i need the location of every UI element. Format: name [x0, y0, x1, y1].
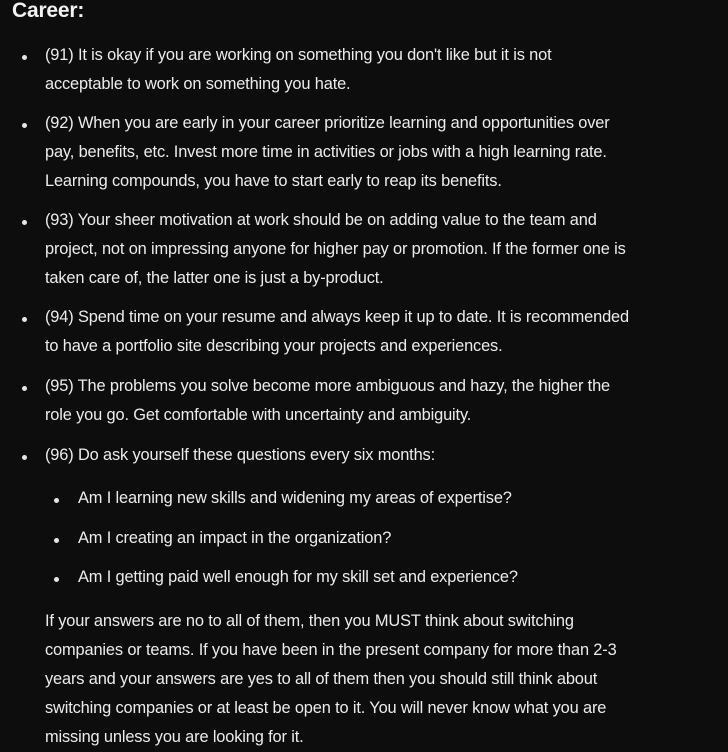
text-line: (95) The problems you solve become more ambiguous and hazy, the higher the: [45, 377, 611, 395]
text-line: (96) Do ask yourself these questions every six months:: [45, 446, 436, 464]
text-line: switching companies or at least be open to it. You will never know what you are: [45, 699, 607, 717]
sub-list-item-text: Am I learning new skills and widening my areas of expertise?: [78, 489, 512, 507]
bullet-icon: [22, 123, 27, 128]
text-line: taken care of, the latter one is just a by-product.: [45, 269, 384, 287]
list-item-text: [45, 303, 629, 361]
sub-list-item-text: Am I creating an impact in the organization?: [78, 529, 392, 547]
sub-list-item-text: Am I getting paid well enough for my skill set and experience?: [78, 568, 518, 586]
section-heading: Career:: [12, 0, 85, 22]
list-item-text: [45, 41, 551, 99]
bullet-icon: [22, 55, 27, 60]
list-item-text: [45, 372, 610, 430]
bullet-icon: [22, 386, 27, 391]
text-line: pay, benefits, etc. Invest more time in activities or jobs with a high learning rate.: [45, 143, 607, 161]
bullet-icon: [54, 538, 59, 543]
bullet-icon: [22, 455, 27, 460]
text-line: missing unless you are looking for it.: [45, 728, 304, 746]
text-line: companies or teams. If you have been in the present company for more than 2-3: [45, 641, 617, 659]
bullet-icon: [54, 498, 59, 503]
text-line: (91) It is okay if you are working on something you don't like but it is not: [45, 46, 552, 64]
list-item-text: [45, 109, 610, 196]
text-line: (93) Your sheer motivation at work should be on adding value to the team and: [45, 211, 597, 229]
bullet-icon: [22, 220, 27, 225]
paragraph-text: [45, 607, 617, 752]
text-line: to have a portfolio site describing your projects and experiences.: [45, 337, 503, 355]
text-line: acceptable to work on something you hate.: [45, 75, 351, 93]
text-line: If your answers are no to all of them, then you MUST think about switching: [45, 612, 574, 630]
bullet-icon: [22, 317, 27, 322]
text-line: (94) Spend time on your resume and always keep it up to date. It is recommended: [45, 308, 629, 326]
text-line: project, not on impressing anyone for higher pay or promotion. If the former one is: [45, 240, 626, 258]
text-line: years and your answers are yes to all of them then you should still think about: [45, 670, 598, 688]
list-item-text: [45, 441, 435, 470]
list-item-text: [45, 206, 626, 293]
text-line: (92) When you are early in your career prioritize learning and opportunities over: [45, 114, 610, 132]
text-line: Learning compounds, you have to start early to reap its benefits.: [45, 172, 502, 190]
bullet-icon: [54, 577, 59, 582]
text-line: role you go. Get comfortable with uncertainty and ambiguity.: [45, 406, 472, 424]
